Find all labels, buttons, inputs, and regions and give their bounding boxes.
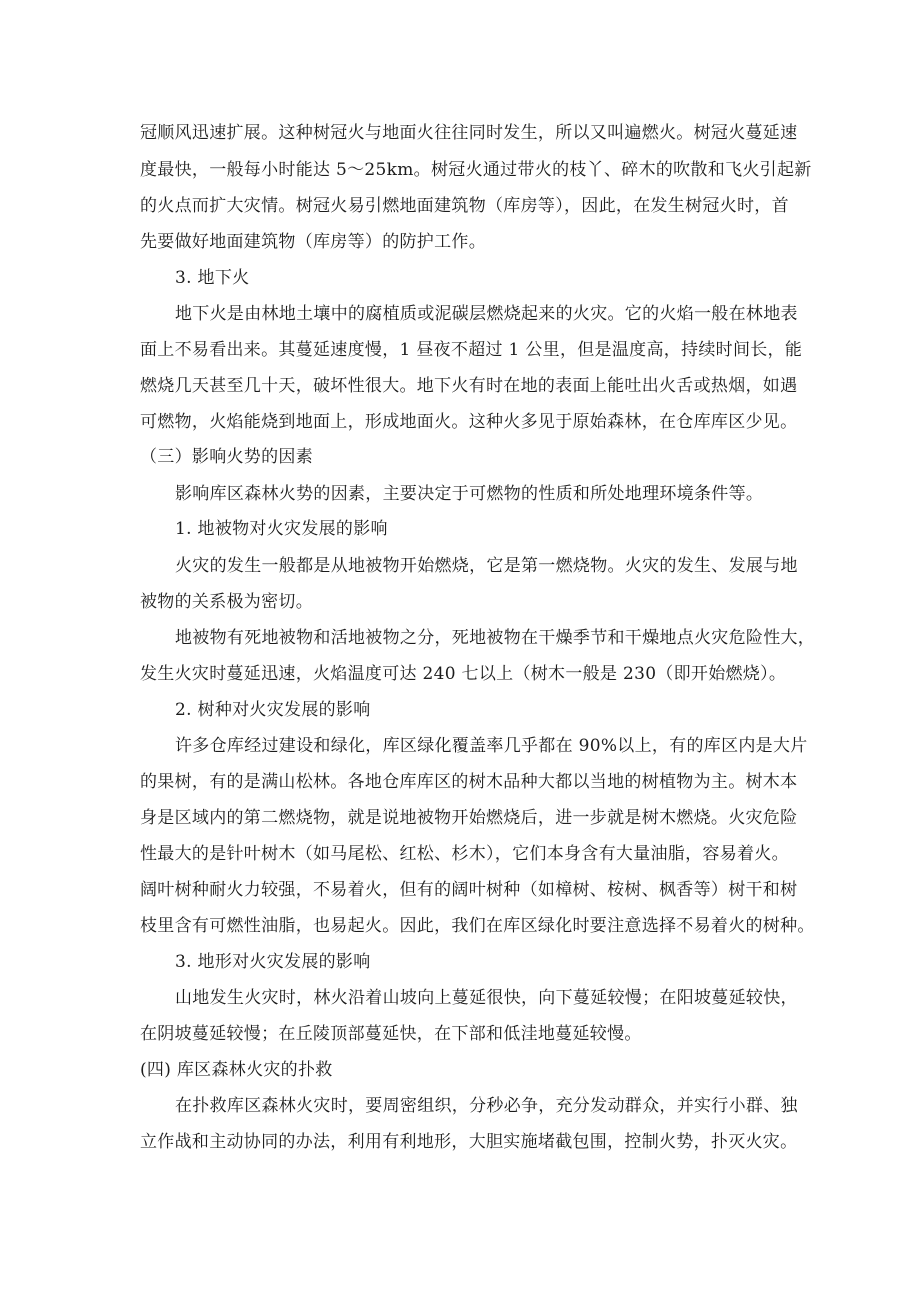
- body-text-line: 的果树，有的是满山松林。各地仓库库区的树木品种大都以当地的树植物为主。树木本: [140, 772, 798, 792]
- body-text-line: 先要做好地面建筑物（库房等）的防护工作。: [140, 232, 486, 252]
- body-text-line: 度最快，一般每小时能达 5～25km。树冠火通过带火的枝丫、碎木的吹散和飞火引起新: [140, 160, 812, 180]
- section-heading: 1. 地被物对火灾发展的影响: [175, 519, 388, 539]
- section-heading: (四) 库区森林火灾的扑救: [140, 1060, 333, 1080]
- body-text-line: 发生火灾时蔓延迅速，火焰温度可达 240 七以上（树木一般是 230（即开始燃烧）。: [140, 664, 787, 684]
- body-text-line: 许多仓库经过建设和绿化，库区绿化覆盖率几乎都在 90%以上，有的库区内是大片: [175, 736, 808, 756]
- body-text-line: 面上不易看出来。其蔓延速度慢，1 昼夜不超过 1 公里，但是温度高，持续时间长，能: [140, 340, 803, 360]
- section-heading: 3. 地下火: [175, 268, 250, 288]
- body-text-line: 枝里含有可燃性油脂，也易起火。因此，我们在库区绿化时要注意选择不易着火的树种。: [140, 916, 815, 936]
- body-text-line: 性最大的是针叶树木（如马尾松、红松、杉木），它们本身含有大量油脂，容易着火。: [140, 844, 789, 864]
- body-text-line: 在扑救库区森林火灾时，要周密组织，分秒必争，充分发动群众，并实行小群、独: [175, 1096, 798, 1116]
- body-text-line: 可燃物，火焰能烧到地面上，形成地面火。这种火多见于原始森林，在仓库库区少见。: [140, 412, 798, 432]
- body-text-line: 被物的关系极为密切。: [140, 592, 313, 612]
- body-text-line: 在阴坡蔓延较慢；在丘陵顶部蔓延快，在下部和低洼地蔓延较慢。: [140, 1024, 642, 1044]
- body-text-line: 阔叶树种耐火力较强，不易着火，但有的阔叶树种（如樟树、桉树、枫香等）树干和树: [140, 880, 798, 900]
- body-text-line: 影响库区森林火势的因素，主要决定于可燃物的性质和所处地理环境条件等。: [175, 484, 764, 504]
- section-heading: 2. 树种对火灾发展的影响: [175, 700, 371, 720]
- section-heading: 3. 地形对火灾发展的影响: [175, 952, 371, 972]
- body-text-line: 地被物有死地被物和活地被物之分，死地被物在干燥季节和干燥地点火灾危险性大，: [175, 628, 816, 648]
- body-text-line: 冠顺风迅速扩展。这种树冠火与地面火往往同时发生，所以又叫遍燃火。树冠火蔓延速: [140, 123, 798, 143]
- body-text-line: 燃烧几天甚至几十天，破坏性很大。地下火有时在地的表面上能吐出火舌或热烟，如遇: [140, 376, 798, 396]
- body-text-line: 身是区域内的第二燃烧物，就是说地被物开始燃烧后，进一步就是树木燃烧。火灾危险: [140, 808, 798, 828]
- body-text-line: 山地发生火灾时，林火沿着山坡向上蔓延很快，向下蔓延较慢；在阳坡蔓延较快，: [175, 988, 798, 1008]
- body-text-line: 立作战和主动协同的办法，利用有利地形，大胆实施堵截包围，控制火势，扑灭火灾。: [140, 1132, 798, 1152]
- section-heading: （三）影响火势的因素: [140, 447, 313, 467]
- body-text-line: 的火点而扩大灾情。树冠火易引燃地面建筑物（库房等），因此，在发生树冠火时，首: [140, 196, 789, 216]
- body-text-line: 地下火是由林地土壤中的腐植质或泥碳层燃烧起来的火灾。它的火焰一般在林地表: [175, 304, 798, 324]
- body-text-line: 火灾的发生一般都是从地被物开始燃烧，它是第一燃烧物。火灾的发生、发展与地: [175, 556, 798, 576]
